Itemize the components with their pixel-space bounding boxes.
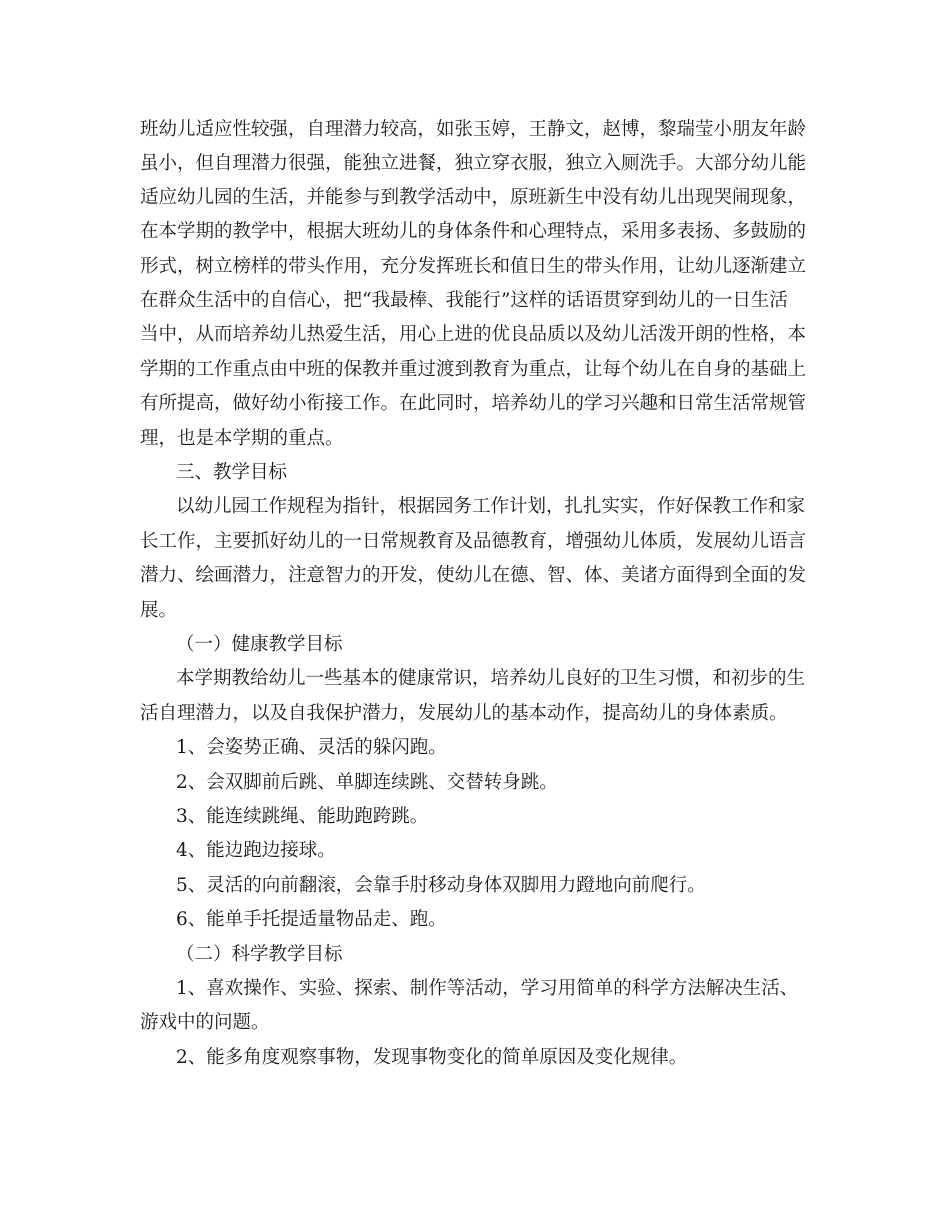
- paragraph-line: 理，也是本学期的重点。: [140, 428, 344, 449]
- paragraph-line: 适应幼儿园的生活，并能参与到教学活动中，原班新生中没有幼儿出现哭闹现象，: [140, 187, 807, 208]
- paragraph-line: 长工作，主要抓好幼儿的一日常规教育及品德教育，增强幼儿体质，发展幼儿语言: [140, 531, 807, 552]
- paragraph-line: 以幼儿园工作规程为指针，根据园务工作计划，扎扎实实，作好保教工作和家: [176, 496, 806, 517]
- paragraph-line: 展。: [140, 600, 178, 621]
- list-item: 6、能单手托提适量物品走、跑。: [176, 909, 447, 930]
- paragraph-line: 本学期教给幼儿一些基本的健康常识，培养幼儿良好的卫生习惯，和初步的生: [176, 668, 806, 689]
- paragraph-line: 班幼儿适应性较强，自理潜力较高，如张玉婷，王静文，赵博，黎瑞莹小朋友年龄: [140, 119, 807, 140]
- paragraph-line: 当中，从而培养幼儿热爱生活，用心上进的优良品质以及幼儿活泼开朗的性格，本: [140, 324, 807, 345]
- paragraph-line: 有所提高，做好幼小衔接工作。在此同时，培养幼儿的学习兴趣和日常生活常规管: [140, 393, 807, 414]
- paragraph-line: 在群众生活中的自信心，把“我最棒、我能行”这样的话语贯穿到幼儿的一日生活: [140, 290, 788, 311]
- paragraph-line: 形式，树立榜样的带头作用，充分发挥班长和值日生的带头作用，让幼儿逐渐建立: [140, 256, 807, 277]
- list-item: 游戏中的问题。: [140, 1012, 270, 1033]
- list-item: 2、会双脚前后跳、单脚连续跳、交替转身跳。: [176, 772, 558, 793]
- list-item: 1、喜欢操作、实验、探索、制作等活动，学习用简单的科学方法解决生活、: [176, 978, 799, 999]
- subsection-heading: （二）科学教学目标: [176, 944, 343, 965]
- paragraph-line: 潜力、绘画潜力，注意智力的开发，使幼儿在德、智、体、美诸方面得到全面的发: [140, 565, 807, 586]
- subsection-heading: （一）健康教学目标: [176, 634, 343, 655]
- list-item: 5、灵活的向前翻滚，会靠手肘移动身体双脚用力蹬地向前爬行。: [176, 875, 706, 896]
- list-item: 2、能多角度观察事物，发现事物变化的简单原因及变化规律。: [176, 1047, 688, 1068]
- list-item: 4、能边跑边接球。: [176, 840, 336, 861]
- paragraph-line: 虽小，但自理潜力很强，能独立进餐，独立穿衣服，独立入厕洗手。大部分幼儿能: [140, 153, 807, 174]
- list-item: 3、能连续跳绳、能助跑跨跳。: [176, 806, 429, 827]
- paragraph-line: 学期的工作重点由中班的保教并重过渡到教育为重点，让每个幼儿在自身的基础上: [140, 359, 807, 380]
- paragraph-line: 在本学期的教学中，根据大班幼儿的身体条件和心理特点，采用多表扬、多鼓励的: [140, 221, 807, 242]
- paragraph-line: 活自理潜力，以及自我保护潜力，发展幼儿的基本动作，提高幼儿的身体素质。: [140, 703, 788, 724]
- section-heading: 三、教学目标: [176, 462, 288, 483]
- list-item: 1、会姿势正确、灵活的躲闪跑。: [176, 737, 447, 758]
